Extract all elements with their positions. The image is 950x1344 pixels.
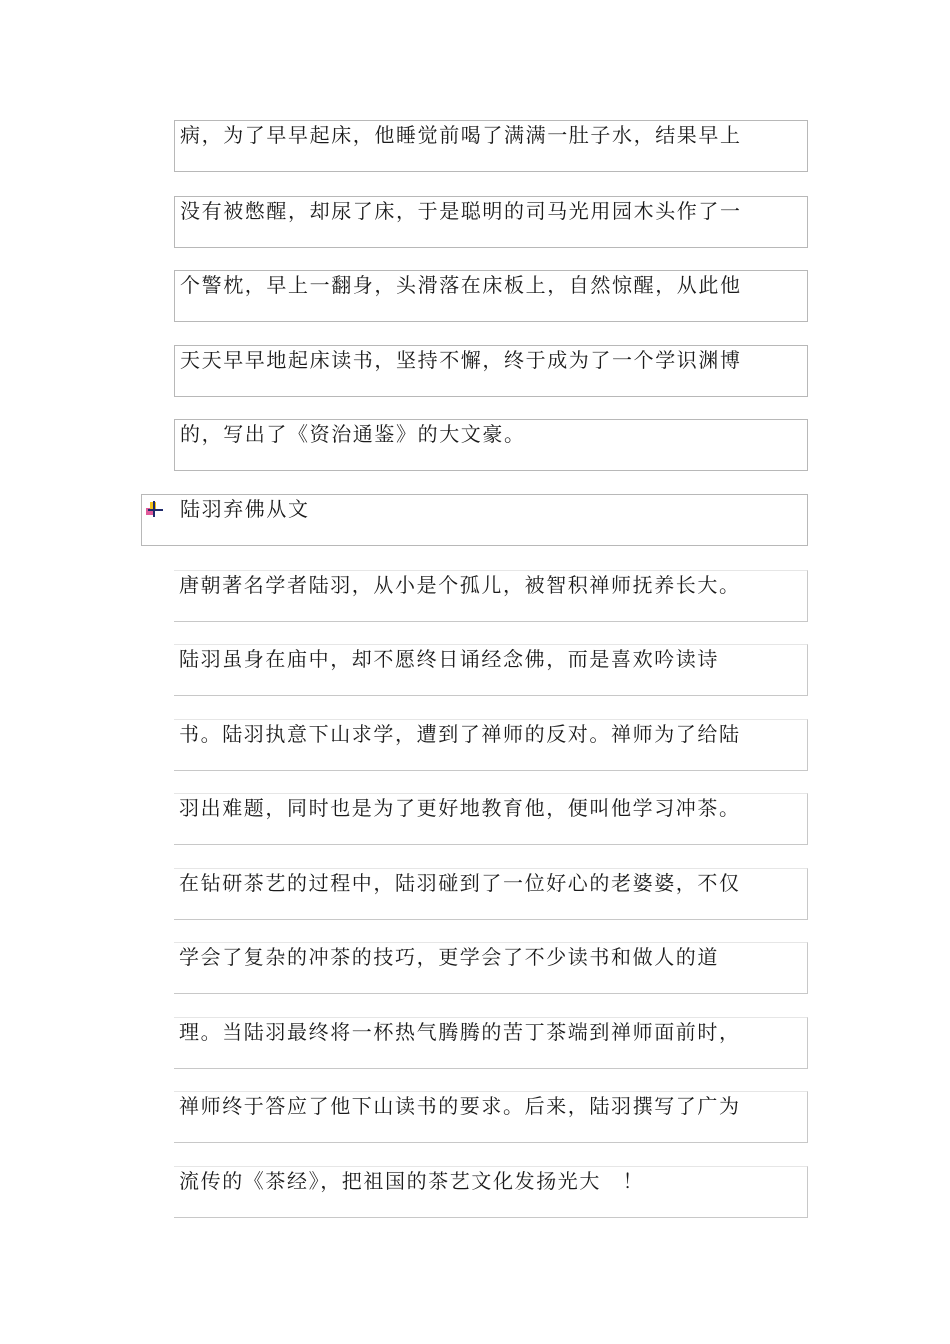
text-line-box [174,942,808,994]
text-line-box [174,1017,808,1069]
paragraph-line: 的，写出了《资治通鉴》的大文豪。 [180,422,526,446]
paragraph-line: 流传的《茶经》，把祖国的茶艺文化发扬光大 ！ [179,1169,645,1193]
text-line-box [174,345,808,397]
paragraph-line: 书。陆羽执意下山求学，遭到了禅师的反对。禅师为了给陆 [179,722,741,746]
text-line-box [174,570,808,622]
paragraph-line: 羽出难题，同时也是为了更好地教育他，便叫他学习冲茶。 [179,796,741,820]
paragraph-line: 个警枕，早上一翻身，头滑落在床板上，自然惊醒，从此他 [180,273,742,297]
text-line-box [174,270,808,322]
paragraph-line: 在钻研茶艺的过程中，陆羽碰到了一位好心的老婆婆，不仅 [179,871,741,895]
paragraph-line: 理。当陆羽最终将一杯热气腾腾的苦丁茶端到禅师面前时， [179,1020,741,1044]
text-line-box [174,793,808,845]
paragraph-line: 天天早早地起床读书，坚持不懈，终于成为了一个学识渊博 [180,348,742,372]
paragraph-line: 学会了复杂的冲茶的技巧，更学会了不少读书和做人的道 [179,945,719,969]
story-heading-box [141,494,808,546]
text-line-box [174,719,808,771]
text-line-box [174,1166,808,1218]
text-line-box [174,120,808,172]
bullet-icon [144,499,164,519]
story-heading: 陆羽弃佛从文 [180,497,310,521]
paragraph-line: 没有被憋醒，却尿了床，于是聪明的司马光用园木头作了一 [180,199,742,223]
paragraph-line: 唐朝著名学者陆羽，从小是个孤儿，被智积禅师抚养长大。 [179,573,741,597]
text-line-box [174,644,808,696]
text-line-box [174,868,808,920]
paragraph-line: 陆羽虽身在庙中，却不愿终日诵经念佛，而是喜欢吟读诗 [179,647,719,671]
text-line-box [174,196,808,248]
paragraph-line: 病，为了早早起床，他睡觉前喝了满满一肚子水，结果早上 [180,123,742,147]
text-line-box [174,419,808,471]
paragraph-line: 禅师终于答应了他下山读书的要求。后来，陆羽撰写了广为 [179,1094,741,1118]
text-line-box [174,1091,808,1143]
